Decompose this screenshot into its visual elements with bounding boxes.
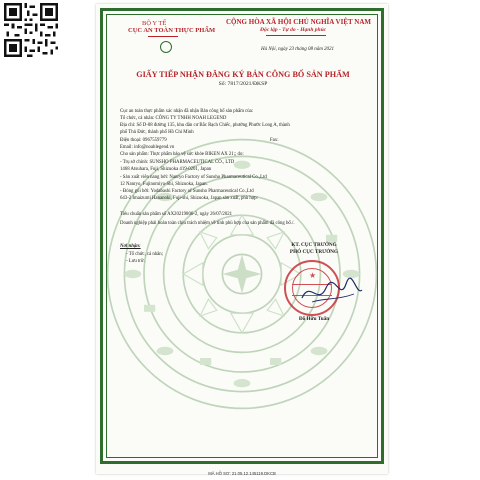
motto-underline [266,35,326,36]
headquarters-line-2: 1468 Atsuhara, Fuji, Shizuoka 419-0201, Japan [120,167,212,172]
address-line-2: phố Thủ Đức, thành phố Hồ Chí Minh [120,130,194,135]
packager-line-1: - Đóng gói bởi: Yodabashi Factory of Sunsho Pharmaceutical Co.,Ltd [120,189,254,194]
national-motto: Độc lập - Tự do - Hạnh phúc [260,27,327,33]
registration-number: Số: 7817/2021/ĐKSP [218,81,268,87]
address-line-1: Địa chỉ: Số D-08 đường 135, khu dân cư Bắc Rạch Chiếc, phường Phước Long A, thành [120,123,290,128]
issue-date: Hà Nội, ngày 23 tháng 08 năm 2021 [261,47,335,52]
packager-line-2: 643-2 Imaizumi Hananoki, Fuji-shi, Shizuoka, Japan sản xuất, phù hợp: [120,196,259,201]
recipient-item: - Tổ chức, cá nhân; [126,252,164,257]
intro-line: Cục an toàn thực phẩm xác nhận đã nhận Bản công bố sản phẩm của: [120,109,254,114]
manufacturer-line-1: - Sản xuất viên nang bởi: Nanryo Factory of Sunsho Pharmaceutical Co.,Ltd [120,175,267,180]
signature-title-1: KT. CỤC TRƯỞNG [291,242,337,248]
standard-line: Tiêu chuẩn sản phẩm số AX20219806-2, ngày 26/07/2021 [120,212,233,217]
agency-name: CỤC AN TOÀN THỰC PHẨM [128,27,216,34]
handwritten-signature [296,272,366,312]
phone-line: Điện thoại: 0967559779 [120,138,167,143]
dossier-code: MÃ HỒ SƠ: 21.05.12.145119.DKCB [208,471,276,476]
email-line: Email: info@noahlegend.vn [120,145,175,150]
republic-heading: CỘNG HÒA XÃ HỘI CHỦ NGHĨA VIỆT NAM [226,18,372,26]
ministry-name: BỘ Y TẾ [142,20,167,27]
signer-name: Đỗ Hữu Tuấn [298,316,330,322]
qr-code [4,3,58,57]
fax-line: Fax: [270,138,279,143]
commitment-line: Doanh nghiệp phải hoàn toàn chịu trách nhiệm về tính phù hợp của sản phẩm đã công bố./. [120,221,295,226]
headquarters-line-1: - Trụ sở chính: SUNSHO PHARMACEUTICAL CO., LTD [120,160,235,165]
product-line: Cho sản phẩm: Thực phẩm bảo vệ sức khỏe BIKEN AX 21;; do: [120,152,244,157]
certificate-document [96,4,388,474]
document-title: GIẤY TIẾP NHẬN ĐĂNG KÝ BẢN CÔNG BỐ SẢN PHẨM [136,70,350,79]
signature-title-2: PHÓ CỤC TRƯỞNG [289,249,339,255]
official-seal: ★ [284,260,340,316]
manufacturer-line-2: 12 Nanryo, Fujinomiya-Shi, Shizuoka, Japan. [120,182,208,187]
recipients-label: Nơi nhận: [120,244,141,249]
recipient-item: - Lưu trữ. [126,259,145,264]
agency-logo-icon [160,41,172,53]
organization-line: Tổ chức, cá nhân: CÔNG TY TNHH NOAH LEGEND [120,116,227,121]
agency-underline [148,36,178,37]
